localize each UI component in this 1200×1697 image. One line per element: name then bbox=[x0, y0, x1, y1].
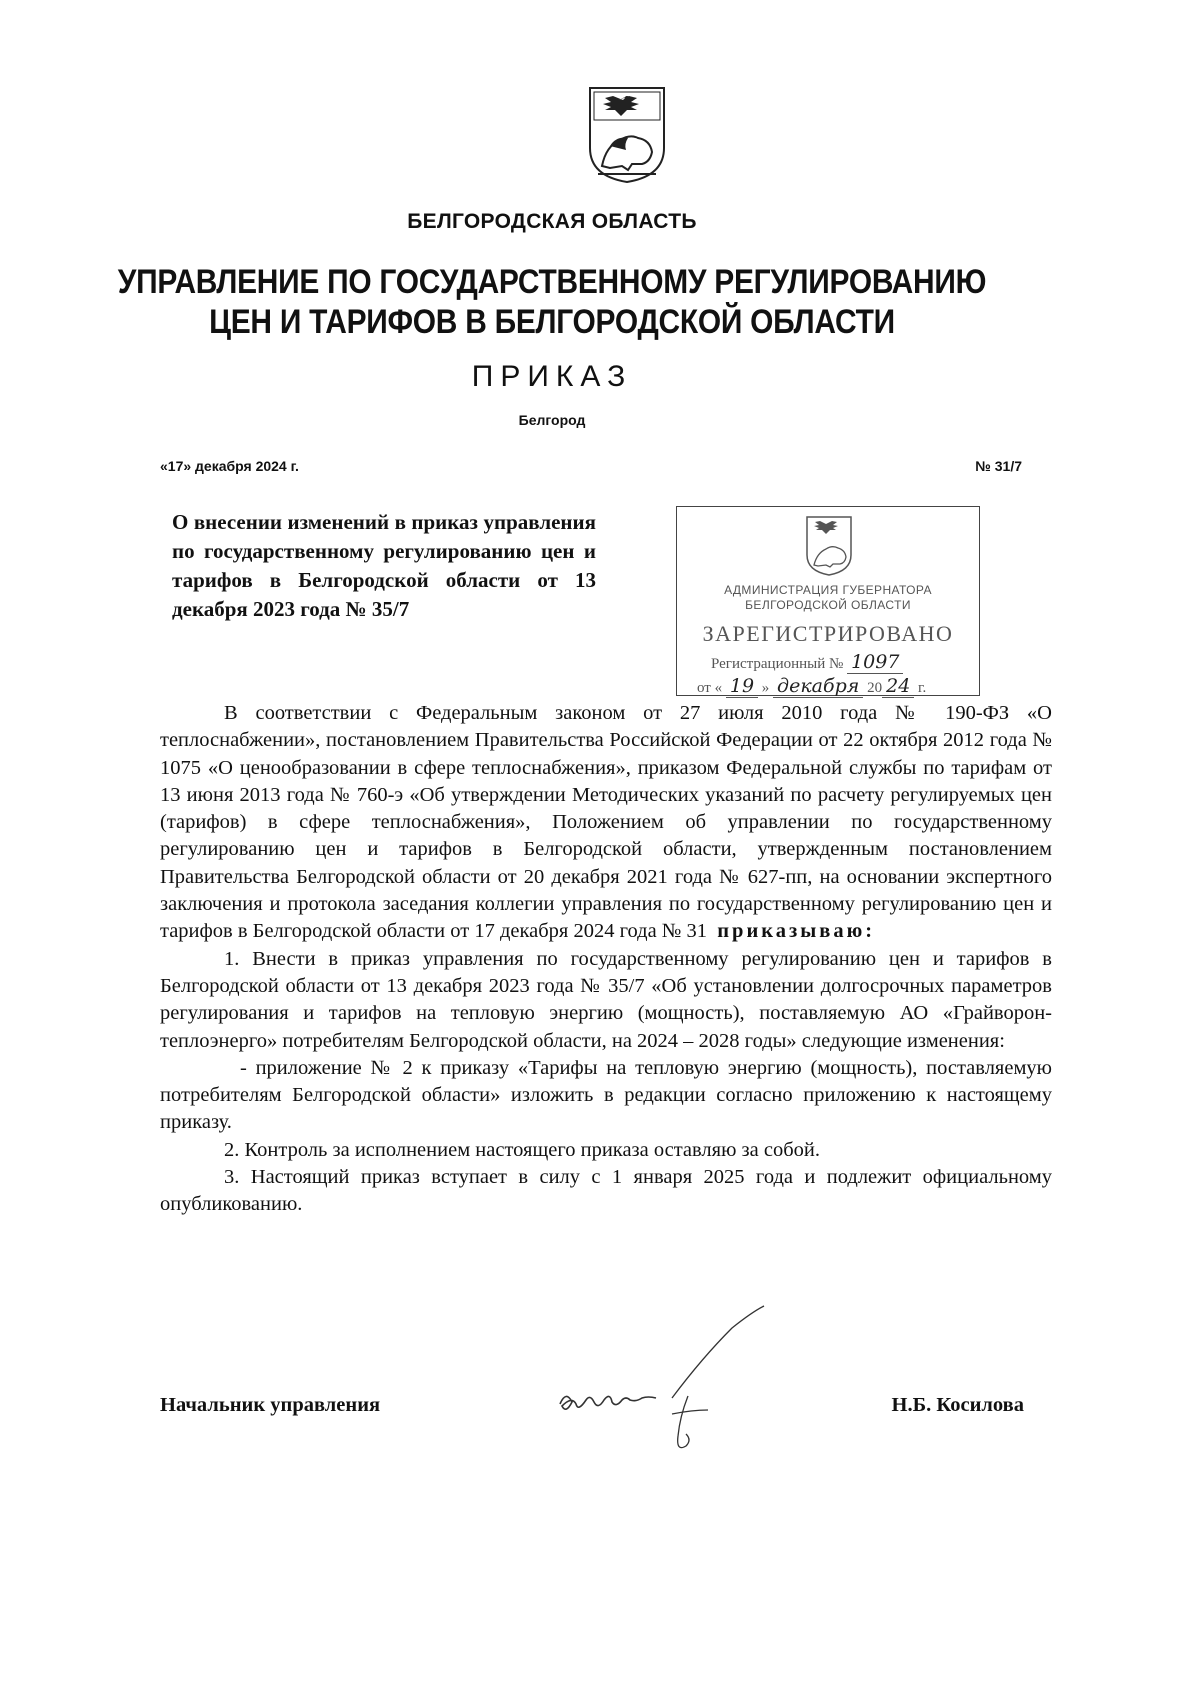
stamp-reg-label: Регистрационный № bbox=[711, 656, 844, 672]
stamp-org-line2: БЕЛГОРОДСКОЙ ОБЛАСТИ bbox=[745, 598, 911, 612]
order-body bbox=[160, 700, 1052, 1219]
stamp-organization bbox=[677, 583, 979, 613]
stamp-registration-line bbox=[711, 651, 903, 673]
stamp-date-mid: » bbox=[761, 680, 770, 696]
order-date: «17» декабря 2024 г. bbox=[160, 458, 299, 474]
registration-stamp bbox=[676, 506, 980, 696]
agency-heading bbox=[66, 262, 1038, 342]
signatory-title: Начальник управления bbox=[160, 1394, 381, 1416]
agency-heading-line1: УПРАВЛЕНИЕ ПО ГОСУДАРСТВЕННОМУ РЕГУЛИРОВАНИЮ bbox=[117, 263, 987, 301]
item-3: 3. Настоящий приказ вступает в силу с 1 января 2025 года и подлежит официальному опубликованию. bbox=[160, 1166, 1052, 1216]
stamp-date-suffix: г. bbox=[918, 680, 927, 696]
preamble-text: В соответствии с Федеральным законом от 27 июля 2010 года № 190-ФЗ «О теплоснабжении», постановлением Правительства Российской Федерации от 22 октября 2012 года № 1075 «О ценообразовании в сфере теплоснабжения», приказом Федеральной службы по тарифам от 13 июня 2013 года № 760-э «Об утверждении Методических указаний по расчету регулируемых цен (тарифов) в сфере теплоснабжения», Положением об управлении по государственному регулированию цен и тарифов в Белгородской области, утвержденным постановлением Правительства Белгородской области от 20 декабря 2021 года № 627-пп, на основании экспертного заключения и протокола заседания коллегии управления по государственному регулированию цен и тарифов в Белгородской области от 17 декабря 2024 года № 31 bbox=[160, 702, 1052, 943]
item-2: 2. Контроль за исполнением настоящего приказа оставляю за собой. bbox=[224, 1138, 820, 1161]
region-heading: БЕЛГОРОДСКАЯ ОБЛАСТЬ bbox=[407, 210, 697, 233]
item-1: 1. Внести в приказ управления по государственному регулированию цен и тарифов в Белгородской области от 13 декабря 2023 года № 35/7 «Об установлении долгосрочных параметров регулирования и тарифов на тепловую энергию (мощность), поставляемую АО «Грайворон-теплоэнерго» потребителям Белгородской области, на 2024 – 2028 годы» следующие изменения: bbox=[160, 947, 1052, 1052]
order-word: приказываю: bbox=[717, 920, 876, 943]
handwritten-signature bbox=[540, 1296, 790, 1476]
stamp-year-suffix: 24 bbox=[882, 675, 914, 698]
stamp-title: ЗАРЕГИСТРИРОВАНО bbox=[702, 621, 954, 646]
item-1-sub: - приложение № 2 к приказу «Тарифы на тепловую энергию (мощность), поставляемую потребителям Белгородской области» изложить в редакции согласно приложению к настоящему приказу. bbox=[160, 1056, 1052, 1134]
stamp-reg-number: 1097 bbox=[847, 651, 903, 674]
stamp-year-prefix: 20 bbox=[867, 680, 883, 696]
coat-of-arms-emblem bbox=[588, 86, 666, 184]
document-type: ПРИКАЗ bbox=[471, 360, 633, 393]
stamp-date-prefix: от « bbox=[697, 680, 723, 696]
signatory-name: Н.Б. Косилова bbox=[891, 1394, 1024, 1416]
stamp-org-line1: АДМИНИСТРАЦИЯ ГУБЕРНАТОРА bbox=[724, 583, 932, 597]
city-label: Белгород bbox=[518, 412, 586, 428]
order-number: № 31/7 bbox=[975, 458, 1022, 474]
preamble-paragraph bbox=[160, 700, 1052, 946]
stamp-day: 19 bbox=[726, 675, 758, 698]
stamp-date-line bbox=[697, 675, 926, 697]
agency-heading-line2: ЦЕН И ТАРИФОВ В БЕЛГОРОДСКОЙ ОБЛАСТИ bbox=[209, 303, 895, 341]
stamp-month: декабря bbox=[773, 675, 863, 698]
order-subject: О внесении изменений в приказ управления по государственному регулированию цен и тарифов в Белгородской области от 13 декабря 2023 года № 35/7 bbox=[172, 510, 596, 621]
stamp-emblem-icon bbox=[805, 515, 853, 577]
